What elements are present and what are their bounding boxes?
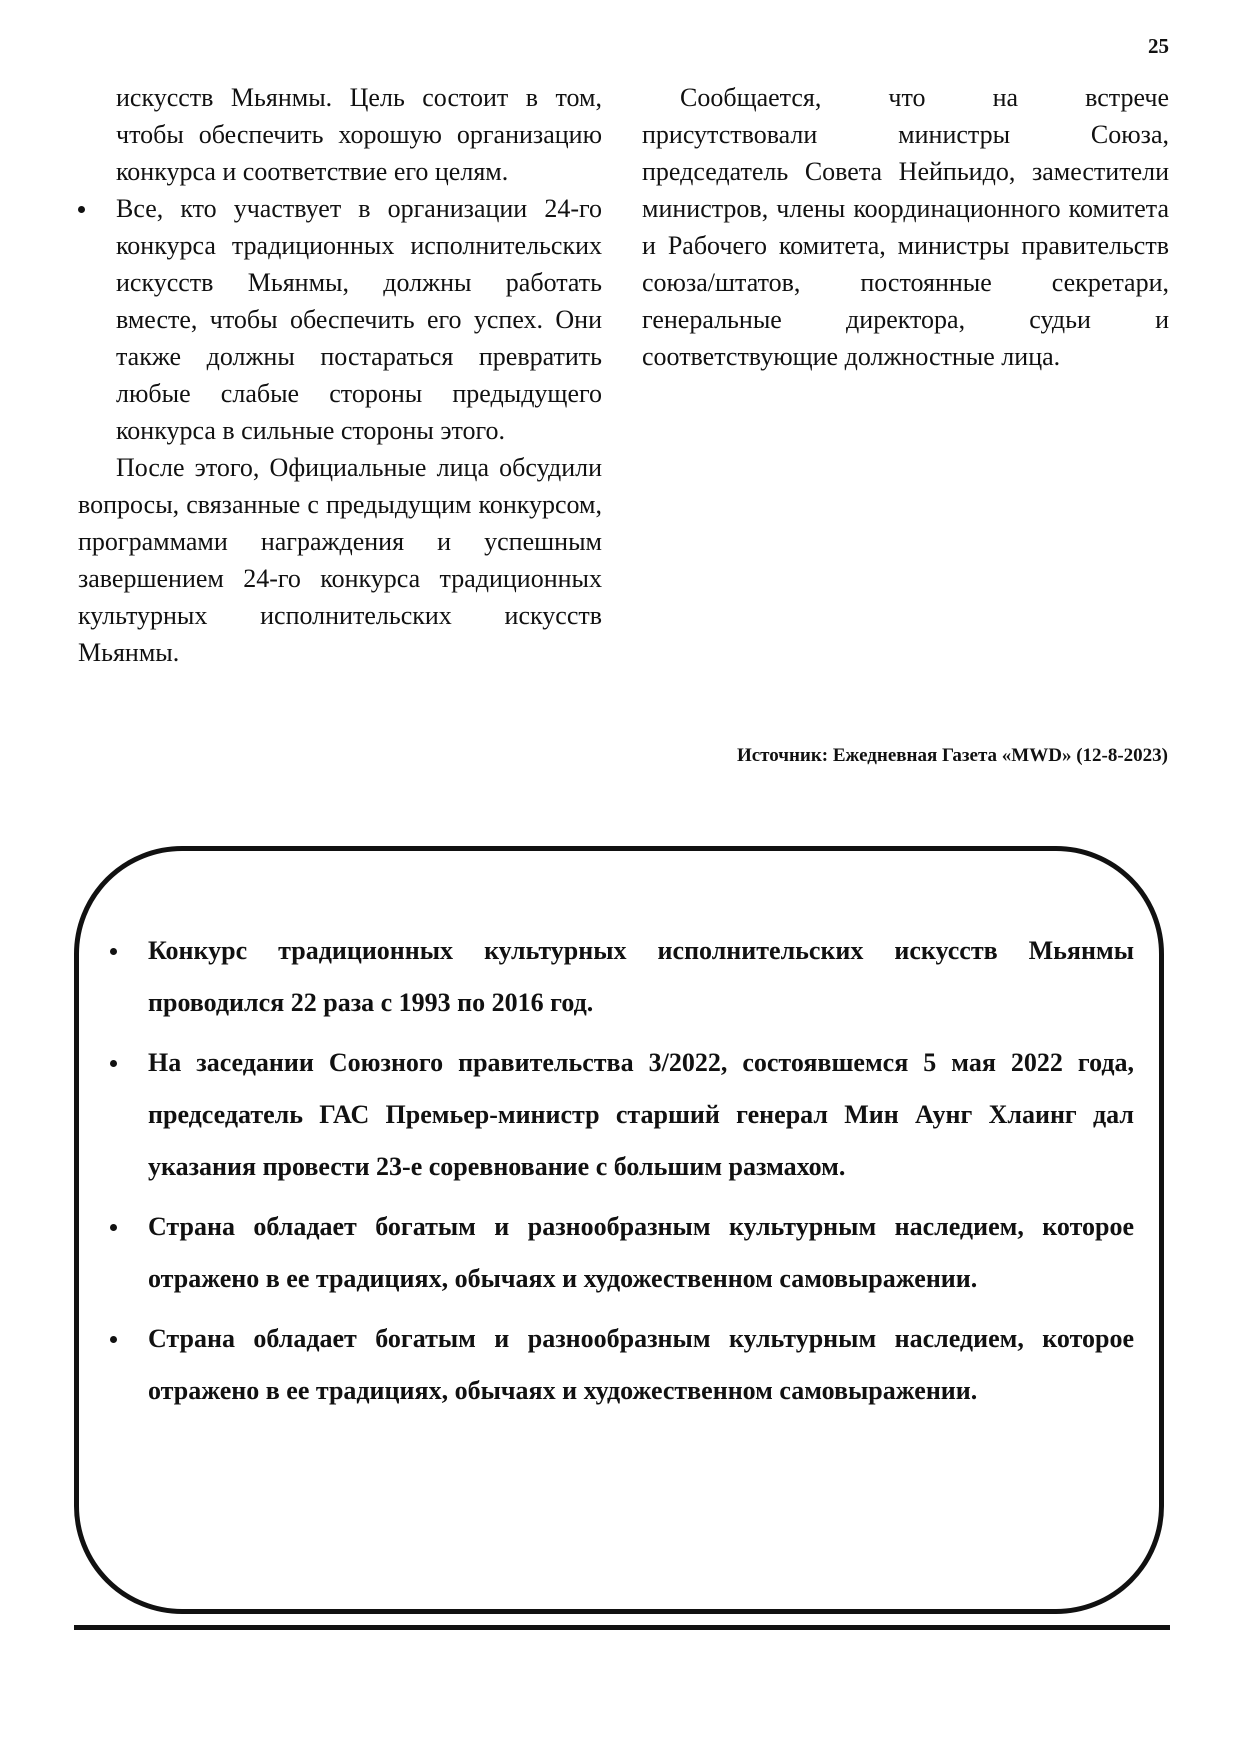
info-item-text: Страна обладает богатым и разнообразным культурным наследием, которое отражено в ее традициях, обычаях и художественном самовыражении. xyxy=(148,1324,1134,1405)
right-column xyxy=(642,79,1169,375)
left-column xyxy=(78,79,602,671)
bottom-rule xyxy=(74,1625,1170,1630)
left-paragraph: После этого, Официальные лица обсудили вопросы, связанные с предыдущим конкурсом, программами награждения и успешным завершением 24-го конкурса традиционных культурных исполнительских искусств Мьянмы. xyxy=(78,453,602,667)
left-bullet-text: Все, кто участвует в организации 24-го конкурса традиционных исполнительских искусств Мьянмы, должны работать вместе, чтобы обеспечить его успех. Они также должны постараться превратить любые слабые стороны предыдущего конкурса в сильные стороны этого. xyxy=(116,194,602,445)
left-continuation-text: искусств Мьянмы. Цель состоит в том, чтобы обеспечить хорошую организацию конкурса и соответствие его целям. xyxy=(116,83,602,186)
bullet-icon xyxy=(78,206,85,213)
info-item xyxy=(74,1037,1134,1193)
info-item xyxy=(74,1313,1134,1417)
info-item-text: Конкурс традиционных культурных исполнительских искусств Мьянмы проводился 22 раза с 1993 по 2016 год. xyxy=(148,936,1134,1017)
info-box-list xyxy=(74,925,1134,1425)
info-item xyxy=(74,925,1134,1029)
info-item xyxy=(74,1201,1134,1305)
right-paragraph: Сообщается, что на встрече присутствовали министры Союза, председатель Совета Нейпьидо, заместители министров, члены координационного комитета и Рабочего комитета, министры правительств союза/штатов, постоянные секретари, генеральные директора, судьи и соответствующие должностные лица. xyxy=(642,83,1169,371)
bullet-icon xyxy=(110,1336,117,1343)
left-bullet-list xyxy=(78,190,602,449)
page-number: 25 xyxy=(1148,34,1169,58)
list-item xyxy=(78,190,602,449)
bullet-icon xyxy=(110,948,117,955)
info-item-text: Страна обладает богатым и разнообразным культурным наследием, которое отражено в ее традициях, обычаях и художественном самовыражении. xyxy=(148,1212,1134,1293)
bullet-icon xyxy=(110,1060,117,1067)
info-item-text: На заседании Союзного правительства 3/2022, состоявшемся 5 мая 2022 года, председатель ГАС Премьер-министр старший генерал Мин Аунг Хлаинг дал указания провести 23-е соревнование с большим размахом. xyxy=(148,1048,1134,1181)
bullet-icon xyxy=(110,1224,117,1231)
source-line: Источник: Ежедневная Газета «MWD» (12-8-2023) xyxy=(736,745,1168,766)
